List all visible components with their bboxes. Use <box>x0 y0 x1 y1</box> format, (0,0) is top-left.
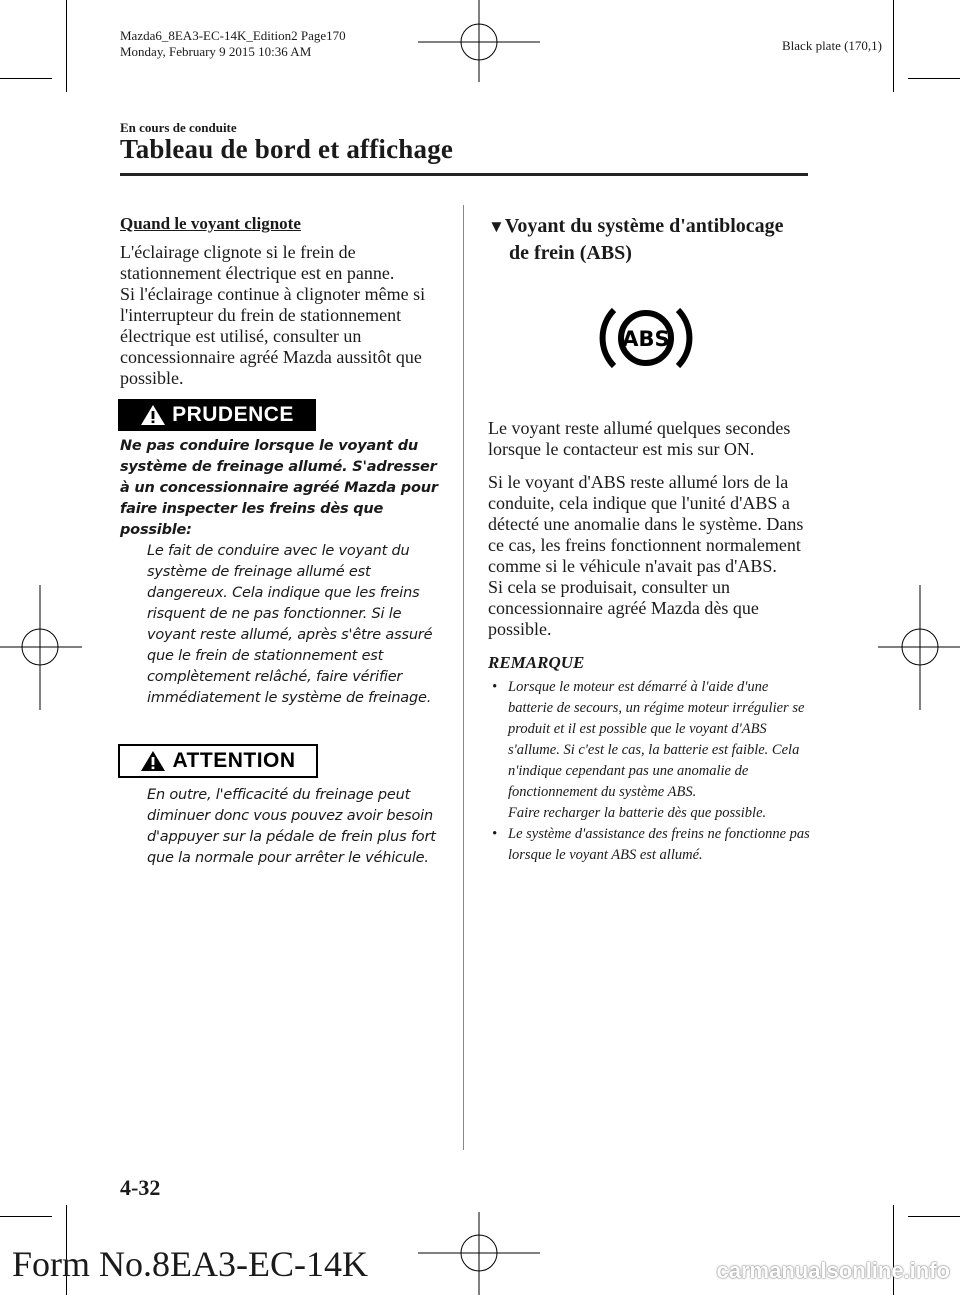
plate-info: Black plate (170,1) <box>782 38 882 53</box>
notes-list <box>488 677 814 866</box>
note-text: Faire recharger la batterie dès que possible. <box>508 805 767 821</box>
paragraph: Si le voyant d'ABS reste allumé lors de la conduite, cela indique que l'unité d'ABS a détecté une anomalie dans le système. Dans ce cas, les freins fonctionnent normalement comme si le véhicule n'avait pas d'ABS. <box>488 472 804 576</box>
attention-body: En outre, l'efficacité du freinage peut diminuer donc vous pouvez avoir besoin d'appuyer sur la pédale de frein plus fort que la normale pour arrêter le véhicule. <box>147 787 436 866</box>
watermark: carmanualsonline.info <box>716 1258 950 1283</box>
page-number: 4-32 <box>120 1175 161 1200</box>
title-rule <box>120 173 808 176</box>
list-item <box>488 677 814 824</box>
prudence-body: Le fait de conduire avec le voyant du système de freinage allumé est dangereux. Cela indique que les freins risquent de ne pas fonctionner. Si le voyant reste allumé, après s'être assuré que le frein de stationnement est complètement relâché, faire vérifier immédiatement le système de freinage. <box>147 543 433 706</box>
triangle-down-icon: ▼ <box>488 217 505 236</box>
bullet-icon: • <box>492 826 498 842</box>
abs-icon-label: ABS <box>622 327 670 351</box>
note-text: Lorsque le moteur est démarré à l'aide d'une batterie de secours, un régime moteur irrégulier se produit et il est possible que le voyant d'ABS s'allume. Si c'est le cas, la batterie est faible. Cela n'indique cependant pas une anomalie de fonctionnement du système ABS. <box>508 679 805 800</box>
warning-triangle-icon <box>140 404 166 426</box>
paragraph: Si cela se produisait, consulter un concessionnaire agréé Mazda dès que possible. <box>488 577 759 639</box>
subheading-blinking: Quand le voyant clignote <box>120 214 301 233</box>
attention-badge <box>118 744 318 778</box>
paragraph: Le voyant reste allumé quelques secondes lorsque le contacteur est mis sur ON. <box>488 418 791 459</box>
prudence-block <box>120 436 450 709</box>
warning-triangle-icon <box>140 750 166 772</box>
note-text: Le système d'assistance des freins ne fonctionne pas lorsque le voyant ABS est allumé. <box>508 826 810 863</box>
column-divider <box>463 205 464 1150</box>
list-item <box>488 824 814 866</box>
prudence-label: PRUDENCE <box>172 403 294 426</box>
abs-heading-line2: de frein (ABS) <box>509 242 632 264</box>
abs-heading-line1: Voyant du système d'antiblocage <box>504 215 784 237</box>
bullet-icon: • <box>492 679 498 695</box>
paragraph: L'éclairage clignote si le frein de stationnement électrique est en panne. <box>120 242 395 283</box>
attention-label: ATTENTION <box>172 749 296 772</box>
section-label: En cours de conduite <box>120 120 237 135</box>
chapter-title: Tableau de bord et affichage <box>120 134 454 164</box>
file-timestamp: Monday, February 9 2015 10:36 AM <box>120 44 312 59</box>
note-title: REMARQUE <box>488 653 585 672</box>
abs-section-heading <box>488 213 818 266</box>
file-meta <box>120 28 346 60</box>
file-info: Mazda6_8EA3-EC-14K_Edition2 Page170 <box>120 28 346 43</box>
right-column <box>488 418 814 866</box>
paragraph: Si l'éclairage continue à clignoter même si l'interrupteur du frein de stationnement électrique est utilisé, consulter un concessionnaire agréé Mazda aussitôt que possible. <box>120 284 426 388</box>
prudence-lead: Ne pas conduire lorsque le voyant du système de freinage allumé. S'adresser à un concessionnaire agréé Mazda pour faire inspecter les freins dès que possible: <box>120 438 438 538</box>
left-column <box>120 213 446 401</box>
prudence-badge <box>118 399 316 431</box>
abs-warning-icon <box>598 300 694 376</box>
form-number: Form No.8EA3-EC-14K <box>12 1244 368 1284</box>
